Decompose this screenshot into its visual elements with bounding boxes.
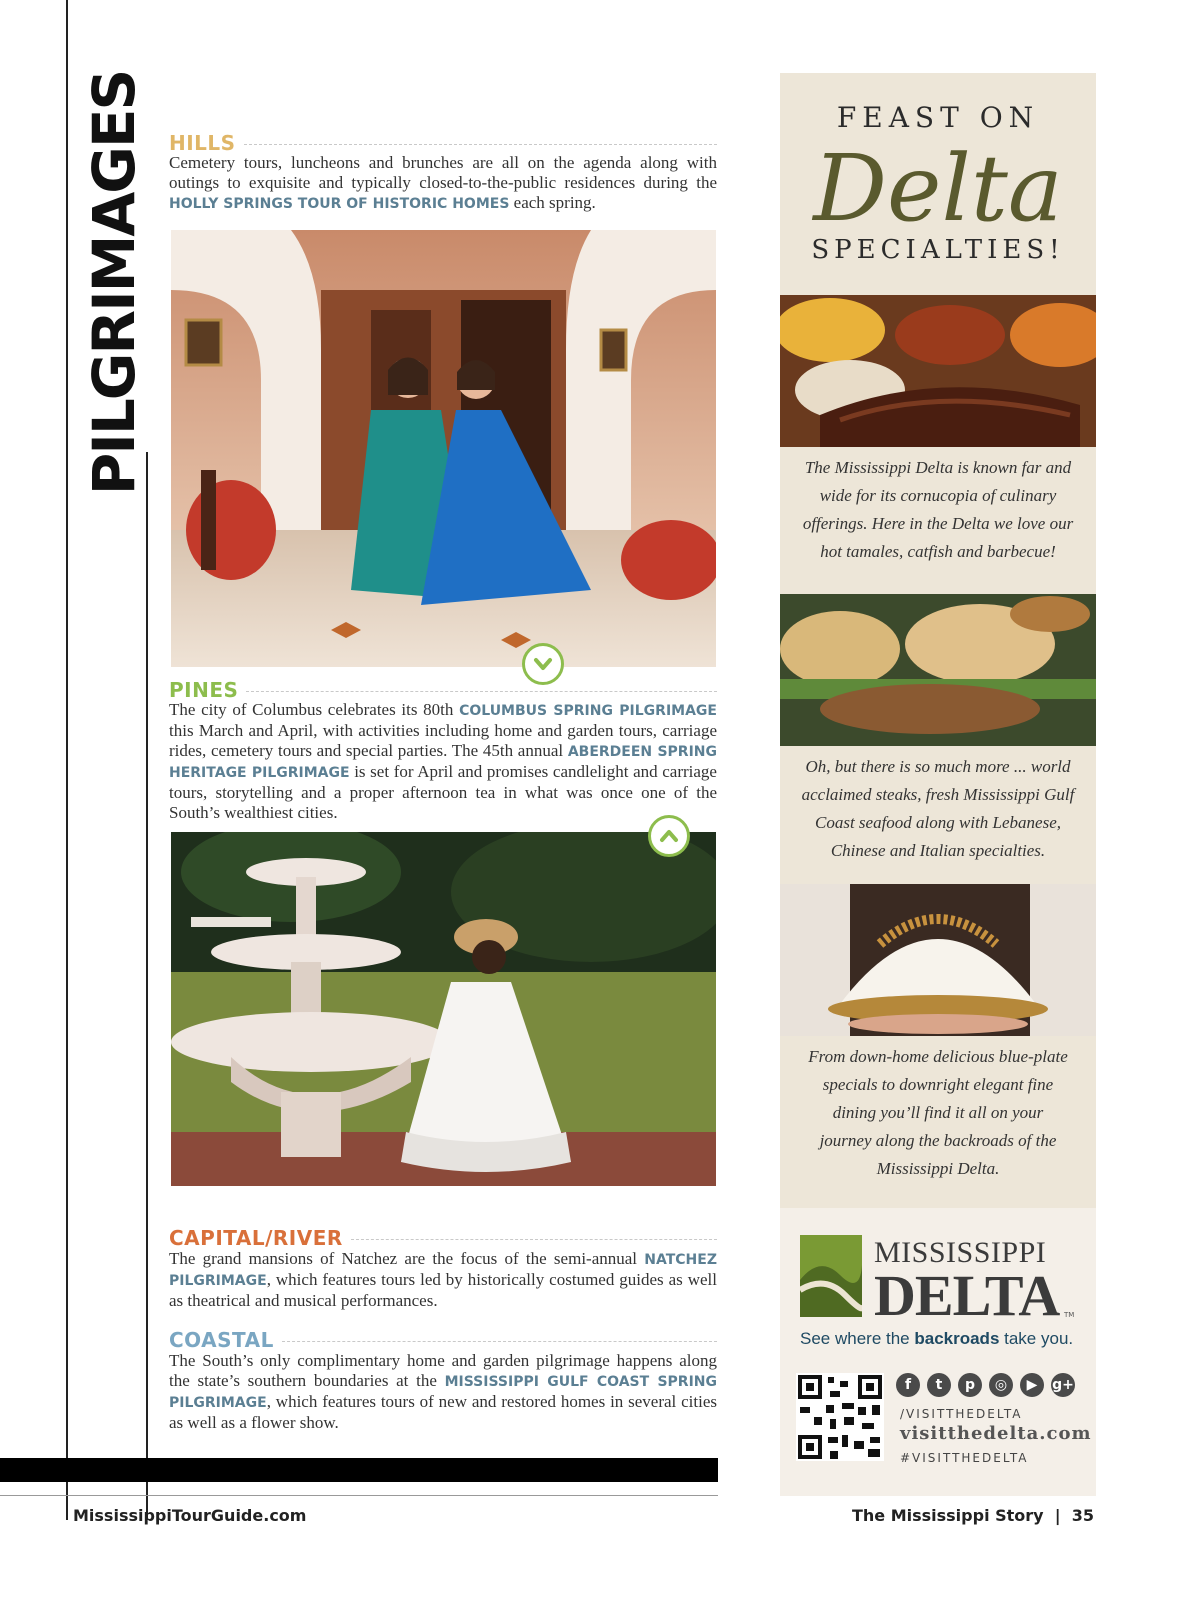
barbecue-photo — [780, 295, 1096, 447]
bottom-bar — [0, 1458, 718, 1482]
heading-coastal: COASTAL — [169, 1328, 717, 1352]
google-plus-icon[interactable]: g+ — [1051, 1373, 1075, 1397]
holly-springs-link: HOLLY SPRINGS TOUR OF HISTORIC HOMES — [169, 196, 510, 212]
gulf-coast-pilgrimage-link: MISSISSIPPI GULF COAST SPRING PILGRIMAGE — [169, 1374, 718, 1411]
pinterest-icon[interactable]: p — [958, 1373, 982, 1397]
fountain-photo — [171, 832, 716, 1186]
coastal-text: The South’s only complimentary home and garden pilgrimage happens along the state’s southern boundaries at the MISSISSIPPI GULF COAST SPRING PILGRIMAGE, which features tours of new and restored homes in several cities as well as a flower show. — [169, 1351, 718, 1432]
coconut-pie-photo — [780, 884, 1096, 1036]
natchez-pilgrimage-link: NATCHEZ PILGRIMAGE — [169, 1252, 717, 1289]
hills-text: Cemetery tours, luncheons and brunches are all on the agenda along with outings to exquisite and typically closed-to-the-public residences during the HOLLY SPRINGS TOUR OF HISTORIC HOMES each spring. — [169, 153, 717, 212]
hashtag: #VISITTHEDELTA — [900, 1451, 1029, 1465]
ad-feast-on: FEAST ON — [836, 101, 1040, 134]
aberdeen-pilgrimage-link: ABERDEEN SPRING HERITAGE PILGRIMAGE — [169, 744, 717, 781]
prev-arrow-icon[interactable] — [648, 815, 690, 857]
website-link[interactable]: visitthedelta.com — [900, 1423, 1092, 1444]
brand-mississippi: MISSISSIPPI — [874, 1236, 1047, 1269]
youtube-icon[interactable]: ▶ — [1020, 1373, 1044, 1397]
mansion-hall-photo — [171, 230, 716, 667]
instagram-icon[interactable]: ◎ — [989, 1373, 1013, 1397]
trademark: TM — [1064, 1311, 1075, 1319]
social-handle: /VISITTHEDELTA — [900, 1407, 1023, 1421]
footer-rule — [0, 1495, 718, 1496]
ad-specialties: SPECIALTIES! — [811, 235, 1065, 265]
columbus-pilgrimage-link: COLUMBUS SPRING PILGRIMAGE — [459, 703, 717, 719]
inner-rule — [146, 452, 148, 1520]
ad-delta-script: Delta — [813, 135, 1063, 242]
delta-logo-icon — [800, 1235, 862, 1317]
footer-site[interactable]: MississippiTourGuide.com — [73, 1506, 307, 1525]
twitter-icon[interactable]: t — [927, 1373, 951, 1397]
facebook-icon[interactable]: f — [896, 1373, 920, 1397]
footer-page: The Mississippi Story | 35 — [851, 1506, 1094, 1525]
social-icons — [896, 1373, 1075, 1397]
heading-hills: HILLS — [169, 131, 717, 155]
heading-capital-river: CAPITAL/RIVER — [169, 1226, 717, 1250]
sliders-photo — [780, 594, 1096, 746]
pines-text: The city of Columbus celebrates its 80th COLUMBUS SPRING PILGRIMAGE this March and April, with activities including home and garden tours, carriage rides, cemetery tours and special parties. The 45th annual ABERDEEN SPRING HERITAGE PILGRIMAGE is set for April and promises candlelight and carriage tours, storytelling and a proper afternoon tea in what was once one of the South’s wealthiest cities. — [169, 700, 717, 822]
ad-quote-1: The Mississippi Delta is known far and wide for its cornucopia of culinary offerings. Here in the Delta we love our hot tamales, catfish and barbecue! — [802, 458, 1074, 561]
brand-delta: DELTA — [874, 1263, 1060, 1328]
heading-pines: PINES — [169, 678, 717, 702]
qr-code[interactable] — [796, 1373, 884, 1461]
delta-ad — [780, 73, 1096, 1496]
side-title: PILGRIMAGES — [80, 70, 148, 496]
capital-text: The grand mansions of Natchez are the focus of the semi-annual NATCHEZ PILGRIMAGE, which features tours led by historically costumed guides as well as theatrical and musical performances. — [169, 1249, 717, 1310]
ad-quote-3: From down-home delicious blue-plate specials to downright elegant fine dining you’ll find it all on your journey along the backroads of the Mississippi Delta. — [808, 1047, 1068, 1178]
ad-quote-2: Oh, but there is so much more ... world acclaimed steaks, fresh Mississippi Gulf Coast seafood along with Lebanese, Chinese and Italian specialties. — [801, 757, 1075, 860]
ad-tagline: See where the backroads take you. — [800, 1329, 1074, 1348]
left-rule — [66, 0, 68, 1520]
